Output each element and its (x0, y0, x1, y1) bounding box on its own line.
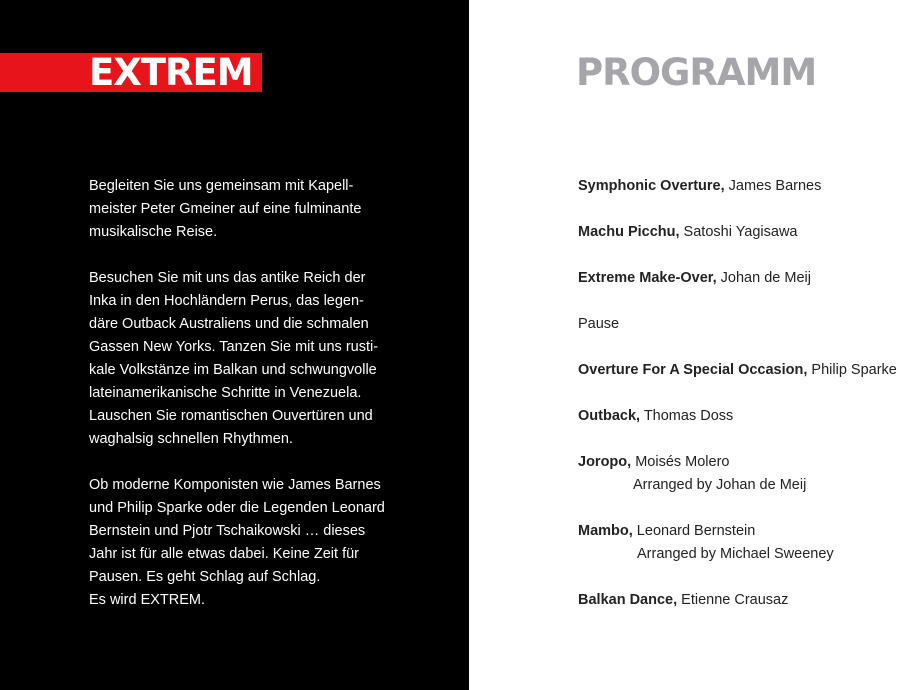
program-list (578, 175, 896, 635)
piece-title: Overture For A Special Occasion, (578, 362, 808, 378)
text-line: waghalsig schnellen Rhythmen. (89, 431, 293, 447)
text-line: Inka in den Hochländern Perus, das legen- (89, 293, 364, 309)
piece-title: Extreme Make-Over, (578, 270, 717, 286)
text-line: lateinamerikanische Schritte in Venezuela. (89, 385, 362, 401)
pause-label: Pause (578, 316, 620, 332)
text-line: meister Peter Gmeiner auf eine fulminante (89, 201, 362, 217)
text-line: Lauschen Sie romantischen Ouvertüren und (89, 408, 373, 424)
programm-title: PROGRAMM (576, 51, 817, 94)
intro-paragraph-2 (89, 267, 434, 451)
text-line: und Philip Sparke oder die Legenden Leonard (89, 500, 385, 516)
piece-title: Outback, (578, 408, 641, 424)
text-line: däre Outback Australiens und die schmalen (89, 316, 369, 332)
composer: Philip Sparke (807, 362, 897, 378)
intro-paragraph-3 (89, 474, 434, 612)
program-item (578, 359, 896, 382)
program-item (578, 267, 896, 290)
intro-paragraph-1 (89, 175, 434, 244)
extrem-title: EXTREM (89, 51, 253, 94)
piece-title: Machu Picchu, (578, 224, 680, 240)
program-item (578, 221, 896, 244)
text-line: Begleiten Sie uns gemeinsam mit Kapell- (89, 178, 354, 194)
composer: Thomas Doss (640, 408, 734, 424)
piece-title: Mambo, (578, 523, 633, 539)
piece-title: Symphonic Overture, (578, 178, 725, 194)
text-line: musikalische Reise. (89, 224, 218, 240)
program-item-pause (578, 313, 896, 336)
composer: Etienne Crausaz (677, 592, 789, 608)
composer: Johan de Meij (716, 270, 811, 286)
program-item (578, 405, 896, 428)
text-line: Jahr ist für alle etwas dabei. Keine Zeit für (89, 546, 359, 562)
text-line: Es wird EXTREM. (89, 592, 206, 608)
arranger: Arranged by Michael Sweeney (637, 546, 834, 562)
program-item (578, 451, 896, 497)
text-line: Ob moderne Komponisten wie James Barnes (89, 477, 381, 493)
composer: James Barnes (724, 178, 822, 194)
text-line: Gassen New Yorks. Tanzen Sie mit uns rusti- (89, 339, 379, 355)
program-item (578, 175, 896, 198)
program-item (578, 520, 896, 566)
text-line: Pausen. Es geht Schlag auf Schlag. (89, 569, 321, 585)
piece-title: Balkan Dance, (578, 592, 678, 608)
composer: Leonard Bernstein (632, 523, 756, 539)
arranger: Arranged by Johan de Meij (633, 477, 807, 493)
program-item (578, 589, 896, 612)
text-line: Besuchen Sie mit uns das antike Reich der (89, 270, 366, 286)
piece-title: Joropo, (578, 454, 632, 470)
composer: Satoshi Yagisawa (679, 224, 798, 240)
composer: Moisés Molero (631, 454, 730, 470)
text-line: kale Volkstänze im Balkan und schwungvolle (89, 362, 377, 378)
text-line: Bernstein und Pjotr Tschaikowski … dieses (89, 523, 366, 539)
intro-text (89, 175, 434, 635)
